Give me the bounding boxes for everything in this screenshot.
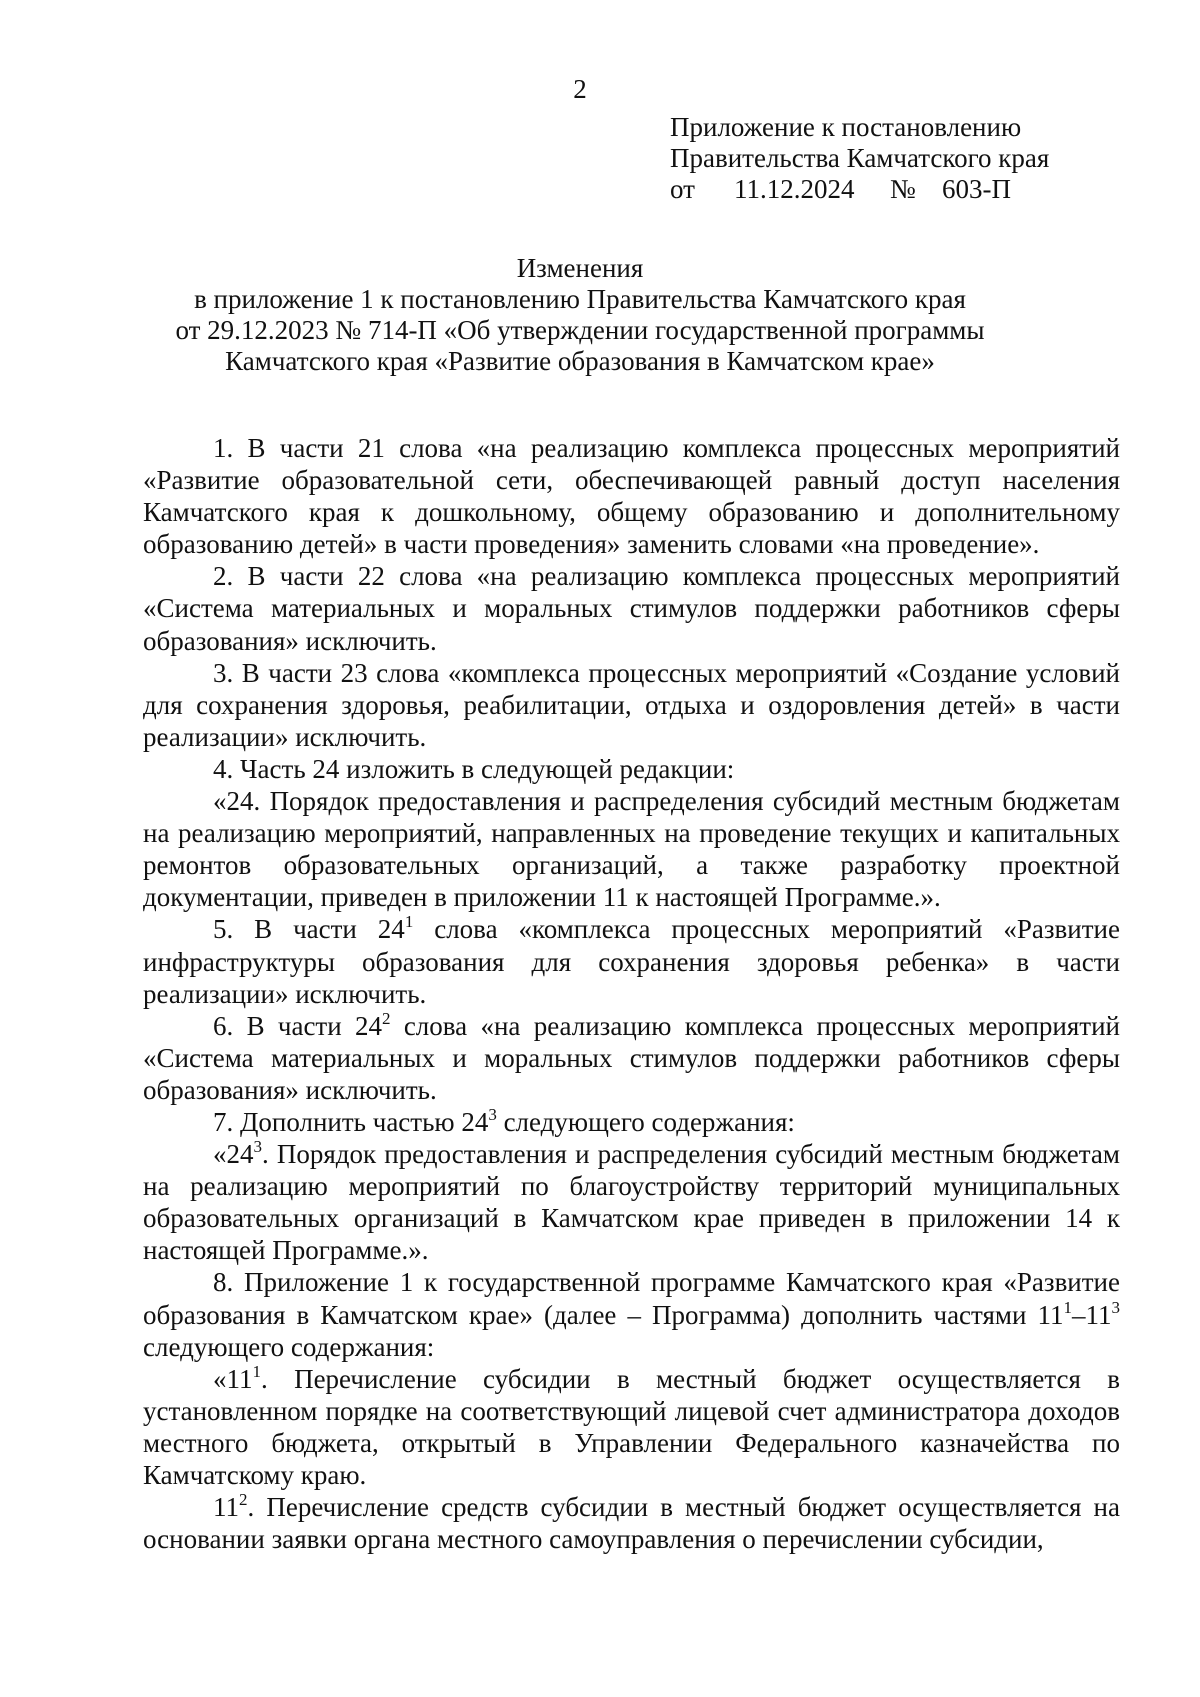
title-line-1: Изменения: [516, 253, 644, 283]
paragraph-7-text: 6. В части 24: [213, 1010, 382, 1041]
approval-line-1: Приложение к постановлению: [670, 112, 1022, 142]
paragraph-11-text: «11: [213, 1363, 253, 1394]
paragraph-12: [143, 1491, 1120, 1555]
superscript: 1: [1063, 1297, 1072, 1317]
paragraph-10-text: 8. Приложение 1 к государственной программе Камчатского края «Развитие образования в Камчатском крае» (далее – Программа) дополнить частями 11: [143, 1267, 1120, 1330]
approval-line-2: Правительства Камчатского края: [670, 143, 1050, 173]
paragraph-9-text: «24: [213, 1139, 254, 1170]
paragraph-7-text-end: слова «на реализацию комплекса процессных мероприятий «Система материальных и моральных стимулов поддержки работников сферы образования» исключить.: [143, 1010, 1120, 1105]
paragraph-8-text-end: следующего содержания:: [496, 1106, 795, 1137]
document-body: [143, 432, 1120, 1555]
superscript: 3: [488, 1104, 497, 1124]
paragraph-2: 2. В части 22 слова «на реализацию комплекса процессных мероприятий «Система материальных и моральных стимулов поддержки работников сферы образования» исключить.: [143, 561, 1120, 656]
paragraph-8: [143, 1106, 1120, 1138]
paragraph-3: 3. В части 23 слова «комплекса процессных мероприятий «Создание условий для сохранения здоровья, реабилитации, отдыха и оздоровления детей» в части реализации» исключить.: [143, 657, 1120, 752]
approval-from: от: [670, 174, 695, 204]
superscript: 1: [252, 1361, 261, 1381]
approval-block: [670, 112, 1049, 205]
document-title: [0, 253, 1160, 377]
paragraph-6: [143, 913, 1120, 1009]
paragraph-7: [143, 1010, 1120, 1106]
title-line-2: в приложение 1 к постановлению Правительства Камчатского края: [194, 284, 966, 314]
paragraph-10-text-mid: –11: [1072, 1299, 1112, 1330]
paragraph-9-text-end: . Порядок предоставления и распределения субсидий местным бюджетам на реализацию мероприятий по благоустройству территорий муниципальных образовательных организаций в Камчатском крае приведен в приложении 14 к настоящей Программе.».: [143, 1139, 1120, 1266]
title-line-4: Камчатского края «Развитие образования в Камчатском крае»: [225, 346, 935, 376]
paragraph-11-text-end: . Перечисление субсидии в местный бюджет осуществляется в установленном порядке на соответствующий лицевой счет администратора доходов местного бюджета, открытый в Управлении Федерального казначейства по Камчатскому краю.: [143, 1363, 1120, 1490]
superscript: 2: [239, 1490, 248, 1510]
superscript: 3: [1111, 1297, 1120, 1317]
paragraph-6-text: 5. В части 24: [213, 914, 405, 945]
title-line-3: от 29.12.2023 № 714-П «Об утверждении государственной программы: [175, 315, 985, 345]
approval-date: 11.12.2024: [734, 174, 855, 204]
paragraph-10: [143, 1266, 1120, 1362]
page-number: 2: [573, 74, 587, 104]
paragraph-12-text-end: . Перечисление средств субсидии в местный бюджет осуществляется на основании заявки органа местного самоуправления о перечислении субсидии,: [143, 1492, 1120, 1555]
superscript: 2: [382, 1008, 391, 1028]
paragraph-4: 4. Часть 24 изложить в следующей редакции:: [213, 753, 735, 784]
paragraph-8-text: 7. Дополнить частью 24: [213, 1106, 489, 1137]
paragraph-10-text-end: следующего содержания:: [143, 1331, 435, 1362]
approval-no-sign: №: [890, 174, 916, 204]
approval-number: 603-П: [942, 174, 1011, 204]
paragraph-12-text: 11: [213, 1492, 239, 1523]
paragraph-9: [143, 1138, 1120, 1266]
superscript: 3: [253, 1137, 262, 1157]
paragraph-1: 1. В части 21 слова «на реализацию комплекса процессных мероприятий «Развитие образовательной сети, обеспечивающей равный доступ населения Камчатского края к дошкольному, общему образованию и дополнительному образованию детей» в части проведения» заменить словами «на проведение».: [143, 433, 1120, 560]
paragraph-5: «24. Порядок предоставления и распределения субсидий местным бюджетам на реализацию мероприятий, направленных на проведение текущих и капитальных ремонтов образовательных организаций, а также разработку проектной документации, приведен в приложении 11 к настоящей Программе.».: [143, 786, 1120, 913]
paragraph-11: [143, 1363, 1120, 1491]
paragraph-6-text-end: слова «комплекса процессных мероприятий «Развитие инфраструктуры образования для сохранения здоровья ребенка» в части реализации» исключить.: [143, 914, 1120, 1009]
superscript: 1: [404, 912, 414, 932]
approval-date-line: [670, 174, 1049, 205]
